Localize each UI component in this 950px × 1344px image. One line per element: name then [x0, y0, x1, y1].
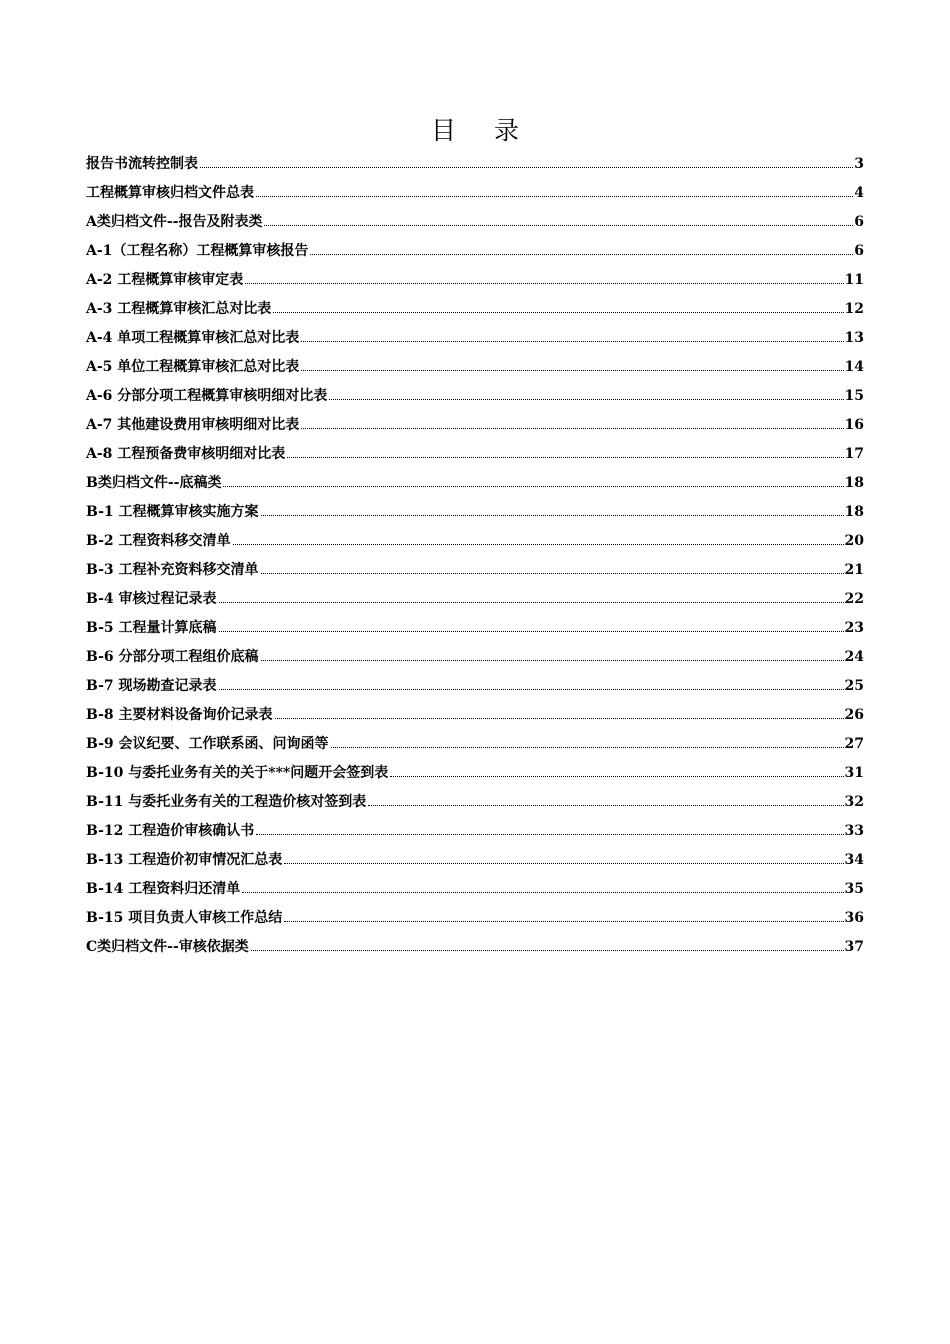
- toc-entry[interactable]: [86, 788, 864, 817]
- toc-entry[interactable]: [86, 440, 864, 469]
- toc-dot-leader: [273, 298, 843, 313]
- toc-dot-leader: [331, 733, 844, 748]
- toc-dot-leader: [219, 675, 844, 690]
- toc-entry-page-number[interactable]: 32: [844, 794, 864, 810]
- toc-entry[interactable]: [86, 469, 864, 498]
- toc-dot-leader: [219, 617, 844, 632]
- toc-entry[interactable]: [86, 179, 864, 208]
- toc-entry-page-number[interactable]: 6: [854, 214, 864, 230]
- toc-entry-page-number[interactable]: 4: [854, 185, 864, 201]
- toc-entry[interactable]: [86, 585, 864, 614]
- toc-entry-label[interactable]: A-2 工程概算审核审定表: [86, 272, 244, 288]
- toc-dot-leader: [261, 646, 844, 661]
- toc-entry-label[interactable]: C类归档文件--审核依据类: [86, 939, 249, 955]
- toc-entry-label[interactable]: B-1 工程概算审核实施方案: [86, 504, 259, 520]
- toc-entry-label[interactable]: B类归档文件--底稿类: [86, 475, 222, 491]
- toc-dot-leader: [245, 269, 843, 284]
- toc-entry-page-number[interactable]: 37: [844, 939, 864, 955]
- toc-entry[interactable]: [86, 614, 864, 643]
- toc-dot-leader: [284, 907, 843, 922]
- toc-dot-leader: [301, 414, 843, 429]
- toc-entry-label[interactable]: A-4 单项工程概算审核汇总对比表: [86, 330, 300, 346]
- toc-dot-leader: [219, 588, 844, 603]
- toc-entry-page-number[interactable]: 6: [854, 243, 864, 259]
- toc-dot-leader: [233, 530, 844, 545]
- toc-entry[interactable]: [86, 411, 864, 440]
- toc-entry[interactable]: [86, 382, 864, 411]
- toc-entry-label[interactable]: B-8 主要材料设备询价记录表: [86, 707, 273, 723]
- toc-entry-label[interactable]: A类归档文件--报告及附表类: [86, 214, 263, 230]
- toc-entry-page-number[interactable]: 33: [844, 823, 864, 839]
- toc-entry-label[interactable]: A-8 工程预备费审核明细对比表: [86, 446, 286, 462]
- toc-entry[interactable]: [86, 353, 864, 382]
- toc-entry-page-number[interactable]: 31: [844, 765, 864, 781]
- toc-entry[interactable]: [86, 295, 864, 324]
- toc-entry[interactable]: [86, 556, 864, 585]
- toc-dot-leader: [368, 791, 843, 806]
- toc-dot-leader: [261, 559, 844, 574]
- toc-entry-page-number[interactable]: 18: [844, 475, 864, 491]
- toc-entry-page-number[interactable]: 20: [844, 533, 864, 549]
- toc-entry-label[interactable]: 工程概算审核归档文件总表: [86, 185, 254, 201]
- toc-dot-leader: [223, 472, 843, 487]
- toc-entry[interactable]: [86, 498, 864, 527]
- toc-entry[interactable]: [86, 730, 864, 759]
- toc-entry-label[interactable]: B-9 会议纪要、工作联系函、问询函等: [86, 736, 329, 752]
- toc-entry-label[interactable]: A-7 其他建设费用审核明细对比表: [86, 417, 300, 433]
- toc-entry-label[interactable]: B-6 分部分项工程组价底稿: [86, 649, 259, 665]
- toc-entry-label[interactable]: B-4 审核过程记录表: [86, 591, 217, 607]
- toc-entry-label[interactable]: B-15 项目负责人审核工作总结: [86, 910, 283, 926]
- toc-entry[interactable]: [86, 672, 864, 701]
- toc-entry-label[interactable]: B-7 现场勘查记录表: [86, 678, 217, 694]
- toc-entry-label[interactable]: B-12 工程造价审核确认书: [86, 823, 255, 839]
- toc-entry-label[interactable]: B-14 工程资料归还清单: [86, 881, 241, 897]
- toc-entry[interactable]: [86, 904, 864, 933]
- toc-entry[interactable]: [86, 846, 864, 875]
- toc-entry-label[interactable]: 报告书流转控制表: [86, 156, 198, 172]
- toc-dot-leader: [256, 182, 853, 197]
- toc-entry-label[interactable]: A-1（工程名称）工程概算审核报告: [86, 243, 309, 259]
- toc-entry-page-number[interactable]: 25: [844, 678, 864, 694]
- toc-dot-leader: [242, 878, 843, 893]
- toc-entry-page-number[interactable]: 23: [844, 620, 864, 636]
- toc-entry-label[interactable]: A-6 分部分项工程概算审核明细对比表: [86, 388, 328, 404]
- toc-entry[interactable]: [86, 324, 864, 353]
- toc-entry-label[interactable]: B-10 与委托业务有关的关于***问题开会签到表: [86, 765, 389, 781]
- toc-entry-page-number[interactable]: 14: [844, 359, 864, 375]
- toc-entry[interactable]: [86, 208, 864, 237]
- toc-dot-leader: [251, 936, 844, 951]
- toc-entry[interactable]: [86, 237, 864, 266]
- toc-dot-leader: [329, 385, 843, 400]
- toc-entry-label[interactable]: B-13 工程造价初审情况汇总表: [86, 852, 283, 868]
- toc-entry[interactable]: [86, 527, 864, 556]
- toc-entry-page-number[interactable]: 16: [844, 417, 864, 433]
- toc-entry[interactable]: [86, 266, 864, 295]
- toc-entry-label[interactable]: B-3 工程补充资料移交清单: [86, 562, 259, 578]
- toc-dot-leader: [301, 327, 843, 342]
- toc-entry[interactable]: [86, 759, 864, 788]
- toc-entry-page-number[interactable]: 11: [844, 272, 864, 288]
- toc-entry[interactable]: [86, 875, 864, 904]
- toc-entry[interactable]: [86, 933, 864, 962]
- toc-dot-leader: [284, 849, 843, 864]
- toc-dot-leader: [264, 211, 853, 226]
- toc-entry-page-number[interactable]: 17: [844, 446, 864, 462]
- toc-entry[interactable]: [86, 150, 864, 179]
- toc-entry-page-number[interactable]: 26: [844, 707, 864, 723]
- toc-dot-leader: [301, 356, 843, 371]
- toc-entry-page-number[interactable]: 13: [844, 330, 864, 346]
- toc-dot-leader: [310, 240, 853, 255]
- toc-title-char-1: 目: [430, 116, 456, 145]
- toc-entry-label[interactable]: A-5 单位工程概算审核汇总对比表: [86, 359, 300, 375]
- toc-entry-page-number[interactable]: 35: [844, 881, 864, 897]
- toc-dot-leader: [287, 443, 843, 458]
- toc-entry-page-number[interactable]: 36: [844, 910, 864, 926]
- toc-entry-label[interactable]: B-2 工程资料移交清单: [86, 533, 231, 549]
- toc-title-char-2: 录: [494, 116, 520, 145]
- toc-entry-page-number[interactable]: 21: [844, 562, 864, 578]
- toc-dot-leader: [390, 762, 843, 777]
- toc-dot-leader: [256, 820, 843, 835]
- toc-entry-page-number[interactable]: 34: [844, 852, 864, 868]
- toc-dot-leader: [261, 501, 844, 516]
- toc-dot-leader: [200, 153, 853, 168]
- toc-entry-page-number[interactable]: 22: [844, 591, 864, 607]
- toc-entry[interactable]: [86, 817, 864, 846]
- toc-list: [86, 150, 864, 962]
- toc-entry-page-number[interactable]: 24: [844, 649, 864, 665]
- toc-entry[interactable]: [86, 643, 864, 672]
- toc-entry-label[interactable]: B-5 工程量计算底稿: [86, 620, 217, 636]
- toc-entry-label[interactable]: B-11 与委托业务有关的工程造价核对签到表: [86, 794, 367, 810]
- toc-entry-page-number[interactable]: 15: [844, 388, 864, 404]
- toc-entry-page-number[interactable]: 27: [844, 736, 864, 752]
- toc-title: [0, 113, 950, 149]
- toc-entry-page-number[interactable]: 18: [844, 504, 864, 520]
- toc-entry-page-number[interactable]: 12: [844, 301, 864, 317]
- toc-entry[interactable]: [86, 701, 864, 730]
- toc-entry-label[interactable]: A-3 工程概算审核汇总对比表: [86, 301, 272, 317]
- toc-dot-leader: [275, 704, 844, 719]
- toc-entry-page-number[interactable]: 3: [854, 156, 864, 172]
